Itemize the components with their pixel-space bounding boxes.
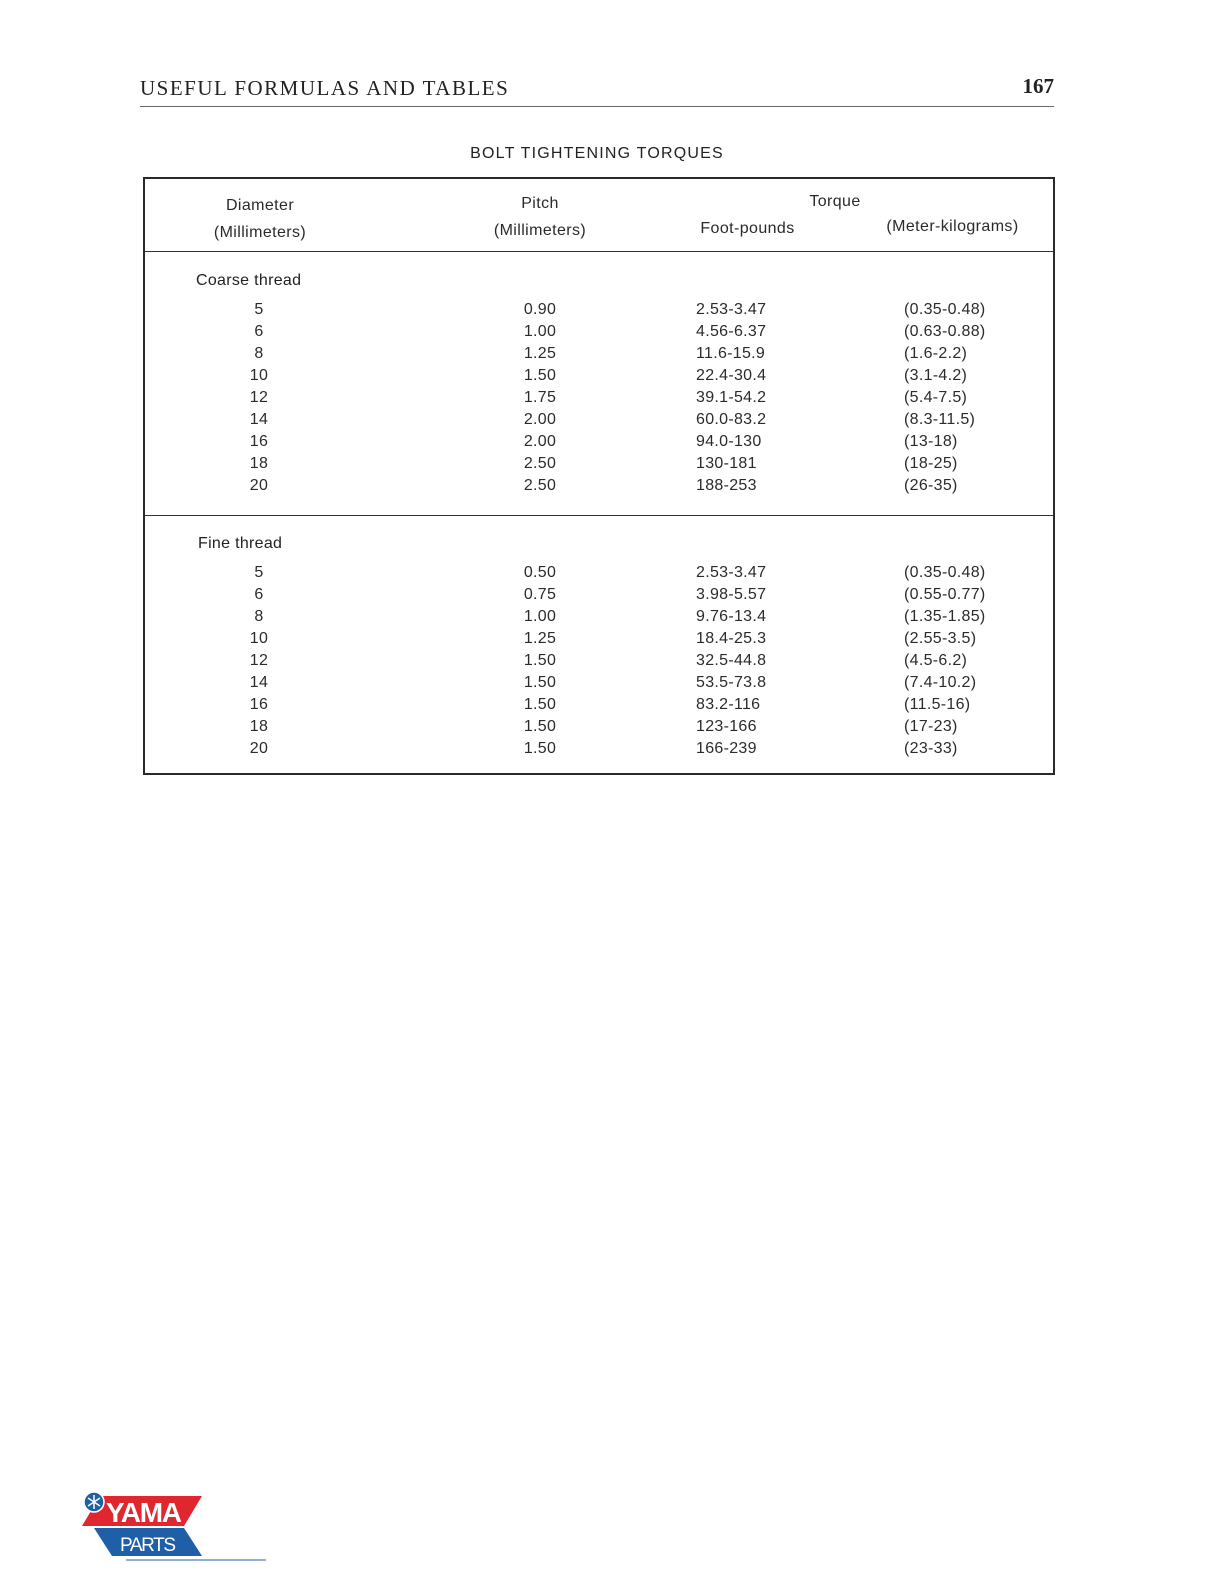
- header-divider: [145, 251, 1053, 252]
- meter-kg-cell: (0.35-0.48): [904, 301, 986, 318]
- diameter-cell: 12: [249, 652, 269, 669]
- yamaparts-logo: [82, 1490, 272, 1562]
- page-header: [140, 72, 1054, 107]
- pitch-cell: 1.25: [523, 345, 557, 362]
- pitch-cell: 0.75: [523, 586, 557, 603]
- meter-kg-cell: (7.4-10.2): [904, 674, 977, 691]
- diameter-cell: 20: [249, 740, 269, 757]
- section-label-fine: Fine thread: [198, 535, 283, 552]
- section-divider: [145, 515, 1053, 516]
- table-row: [145, 674, 1053, 696]
- meter-kg-cell: (17-23): [904, 718, 958, 735]
- table-row: [145, 740, 1053, 762]
- foot-pounds-cell: 39.1-54.2: [696, 389, 767, 406]
- diameter-cell: 10: [249, 367, 269, 384]
- meter-kg-cell: (3.1-4.2): [904, 367, 968, 384]
- meter-kg-cell: (23-33): [904, 740, 958, 757]
- pitch-cell: 1.75: [523, 389, 557, 406]
- pitch-cell: 1.50: [523, 740, 557, 757]
- table-row: [145, 586, 1053, 608]
- meter-kg-cell: (0.55-0.77): [904, 586, 986, 603]
- meter-kg-cell: (8.3-11.5): [904, 411, 976, 428]
- foot-pounds-cell: 130-181: [696, 455, 757, 472]
- table-row: [145, 389, 1053, 411]
- meter-kg-cell: (11.5-16): [904, 696, 971, 713]
- meter-kg-cell: (13-18): [904, 433, 958, 450]
- table-row: [145, 696, 1053, 718]
- logo-text-yama: YAMA: [106, 1497, 182, 1528]
- pitch-cell: 1.50: [523, 674, 557, 691]
- pitch-cell: 1.50: [523, 696, 557, 713]
- foot-pounds-cell: 2.53-3.47: [696, 301, 767, 318]
- table-row: [145, 564, 1053, 586]
- foot-pounds-cell: 2.53-3.47: [696, 564, 767, 581]
- diameter-cell: 5: [254, 564, 264, 581]
- meter-kg-cell: (0.63-0.88): [904, 323, 986, 340]
- header-torque: Torque: [809, 193, 861, 210]
- table-row: [145, 367, 1053, 389]
- table-row: [145, 411, 1053, 433]
- diameter-cell: 5: [254, 301, 264, 318]
- foot-pounds-cell: 123-166: [696, 718, 757, 735]
- diameter-cell: 8: [254, 345, 264, 362]
- meter-kg-cell: (1.6-2.2): [904, 345, 968, 362]
- logo-text-parts: PARTS: [120, 1535, 176, 1556]
- table-row: [145, 652, 1053, 674]
- torque-table: [143, 177, 1055, 775]
- diameter-cell: 10: [249, 630, 269, 647]
- meter-kg-cell: (5.4-7.5): [904, 389, 968, 406]
- diameter-cell: 16: [249, 433, 269, 450]
- meter-kg-cell: (2.55-3.5): [904, 630, 977, 647]
- pitch-cell: 0.90: [523, 301, 557, 318]
- pitch-cell: 1.50: [523, 367, 557, 384]
- foot-pounds-cell: 32.5-44.8: [696, 652, 767, 669]
- table-row: [145, 608, 1053, 630]
- foot-pounds-cell: 60.0-83.2: [696, 411, 767, 428]
- pitch-cell: 1.25: [523, 630, 557, 647]
- foot-pounds-cell: 94.0-130: [696, 433, 762, 450]
- header-pitch-unit: (Millimeters): [493, 222, 587, 239]
- pitch-cell: 1.00: [523, 608, 557, 625]
- foot-pounds-cell: 83.2-116: [696, 696, 761, 713]
- diameter-cell: 14: [249, 411, 269, 428]
- table-row: [145, 455, 1053, 477]
- pitch-cell: 2.50: [523, 477, 557, 494]
- meter-kg-cell: (26-35): [904, 477, 958, 494]
- pitch-cell: 2.50: [523, 455, 557, 472]
- pitch-cell: 0.50: [523, 564, 557, 581]
- running-head: USEFUL FORMULAS AND TABLES: [140, 76, 510, 100]
- meter-kg-cell: (1.35-1.85): [904, 608, 986, 625]
- table-title: BOLT TIGHTENING TORQUES: [470, 145, 724, 162]
- diameter-cell: 14: [249, 674, 269, 691]
- foot-pounds-cell: 9.76-13.4: [696, 608, 767, 625]
- foot-pounds-cell: 18.4-25.3: [696, 630, 767, 647]
- pitch-cell: 2.00: [523, 433, 557, 450]
- table-row: [145, 345, 1053, 367]
- diameter-cell: 18: [249, 718, 269, 735]
- diameter-cell: 12: [249, 389, 269, 406]
- meter-kg-cell: (18-25): [904, 455, 958, 472]
- diameter-cell: 20: [249, 477, 269, 494]
- table-row: [145, 630, 1053, 652]
- header-foot-pounds: Foot-pounds: [700, 220, 795, 237]
- header-meter-kilograms: (Meter-kilograms): [886, 218, 1019, 235]
- diameter-cell: 18: [249, 455, 269, 472]
- foot-pounds-cell: 3.98-5.57: [696, 586, 767, 603]
- diameter-cell: 16: [249, 696, 269, 713]
- foot-pounds-cell: 53.5-73.8: [696, 674, 767, 691]
- foot-pounds-cell: 188-253: [696, 477, 757, 494]
- diameter-cell: 6: [254, 323, 264, 340]
- pitch-cell: 1.50: [523, 718, 557, 735]
- pitch-cell: 2.00: [523, 411, 557, 428]
- foot-pounds-cell: 11.6-15.9: [696, 345, 766, 362]
- table-row: [145, 301, 1053, 323]
- diameter-cell: 8: [254, 608, 264, 625]
- table-row: [145, 477, 1053, 499]
- foot-pounds-cell: 22.4-30.4: [696, 367, 767, 384]
- page-number: 167: [1022, 74, 1054, 98]
- header-diameter: Diameter: [225, 197, 295, 214]
- foot-pounds-cell: 4.56-6.37: [696, 323, 767, 340]
- table-row: [145, 433, 1053, 455]
- pitch-cell: 1.00: [523, 323, 557, 340]
- meter-kg-cell: (0.35-0.48): [904, 564, 986, 581]
- pitch-cell: 1.50: [523, 652, 557, 669]
- header-diameter-unit: (Millimeters): [213, 224, 307, 241]
- table-row: [145, 323, 1053, 345]
- header-pitch: Pitch: [521, 195, 559, 212]
- meter-kg-cell: (4.5-6.2): [904, 652, 968, 669]
- diameter-cell: 6: [254, 586, 264, 603]
- foot-pounds-cell: 166-239: [696, 740, 757, 757]
- table-row: [145, 718, 1053, 740]
- section-label-coarse: Coarse thread: [196, 272, 302, 289]
